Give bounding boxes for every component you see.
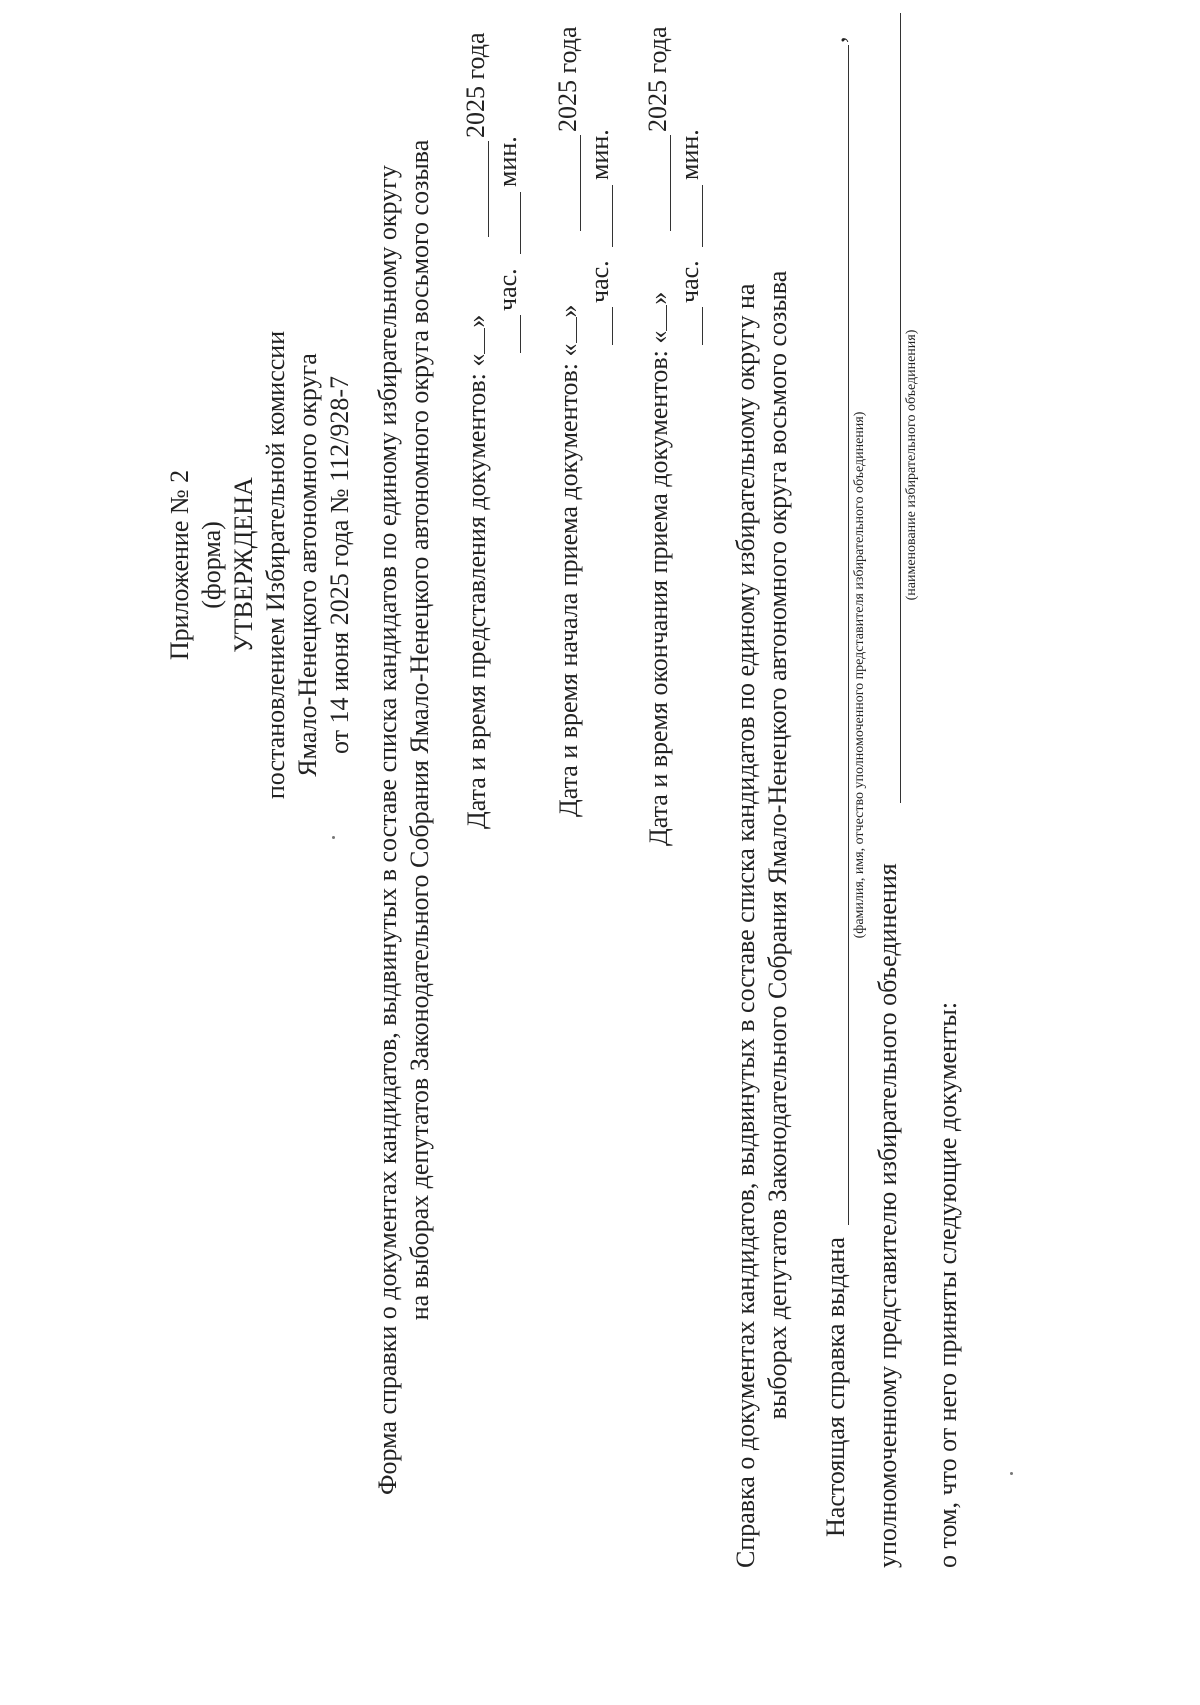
- representative-name-hint: (фамилия, имя, отчество уполномоченного представителя избирательного объединения): [852, 411, 867, 939]
- comma: ,: [821, 36, 850, 43]
- approval-line-2: Ямало-Ненецкого автономного округа: [293, 353, 322, 777]
- date-label: Дата и время представления документов: «: [462, 353, 491, 829]
- day-blank[interactable]: [552, 318, 577, 344]
- year-label: 2025 года: [643, 26, 672, 132]
- association-name-field[interactable]: [900, 13, 901, 803]
- minute-label: мин.: [585, 129, 614, 180]
- day-blank[interactable]: [642, 305, 667, 331]
- minute-blank[interactable]: [520, 192, 521, 254]
- representative-name-field[interactable]: [848, 45, 849, 1225]
- month-blank[interactable]: [580, 135, 581, 231]
- approved-label: УТВЕРЖДЕНА: [229, 477, 258, 653]
- day-blank[interactable]: [460, 328, 485, 354]
- association-name-hint: (наименование избирательного объединения): [904, 329, 919, 601]
- hour-blank[interactable]: [702, 307, 703, 345]
- scan-speck: [332, 836, 335, 839]
- form-title-line-2: на выборах депутатов Законодательного Собрания Ямало-Ненецкого автономного округа восьмого созыва: [405, 139, 434, 1321]
- date-label: Дата и время начала приема документов: «: [554, 343, 583, 817]
- month-blank[interactable]: [670, 135, 671, 231]
- form-note: (форма): [197, 521, 226, 609]
- date-label: Дата и время окончания приема документов: «: [644, 330, 673, 846]
- hour-label: час.: [675, 260, 704, 303]
- minute-label: мин.: [493, 136, 522, 187]
- minute-blank[interactable]: [702, 185, 703, 247]
- accepted-documents-label: о том, что от него приняты следующие документы:: [933, 1001, 962, 1568]
- certificate-title-line-2: выборах депутатов Законодательного Собрания Ямало-Ненецкого автономного округа восьмого созыва: [763, 270, 792, 1420]
- year-label: 2025 года: [461, 32, 490, 138]
- hour-label: час.: [585, 260, 614, 303]
- date-close-quote: »: [462, 314, 491, 328]
- appendix-number: Приложение № 2: [165, 469, 194, 661]
- form-title-line-1: Форма справки о документах кандидатов, выдвинутых в составе списка кандидатов по единому избирательному округу: [373, 165, 402, 1495]
- scan-speck: [1010, 1472, 1013, 1475]
- hour-blank[interactable]: [520, 315, 521, 353]
- certificate-title-line-1: Справка о документах кандидатов, выдвинутых в составе списка кандидатов по единому избирательному округу на: [731, 283, 760, 1568]
- issued-to-label: Настоящая справка выдана: [821, 1237, 850, 1537]
- minute-label: мин.: [675, 129, 704, 180]
- representative-label: уполномоченному представителю избирательного объединения: [873, 863, 902, 1568]
- approval-line-3: от 14 июня 2025 года № 112/928-7: [325, 376, 354, 754]
- hour-blank[interactable]: [612, 307, 613, 345]
- date-close-quote: »: [554, 304, 583, 318]
- hour-label: час.: [493, 268, 522, 311]
- date-close-quote: »: [644, 291, 673, 305]
- approval-line-1: постановлением Избирательной комиссии: [261, 330, 290, 800]
- minute-blank[interactable]: [612, 185, 613, 247]
- month-blank[interactable]: [488, 141, 489, 237]
- year-label: 2025 года: [553, 26, 582, 132]
